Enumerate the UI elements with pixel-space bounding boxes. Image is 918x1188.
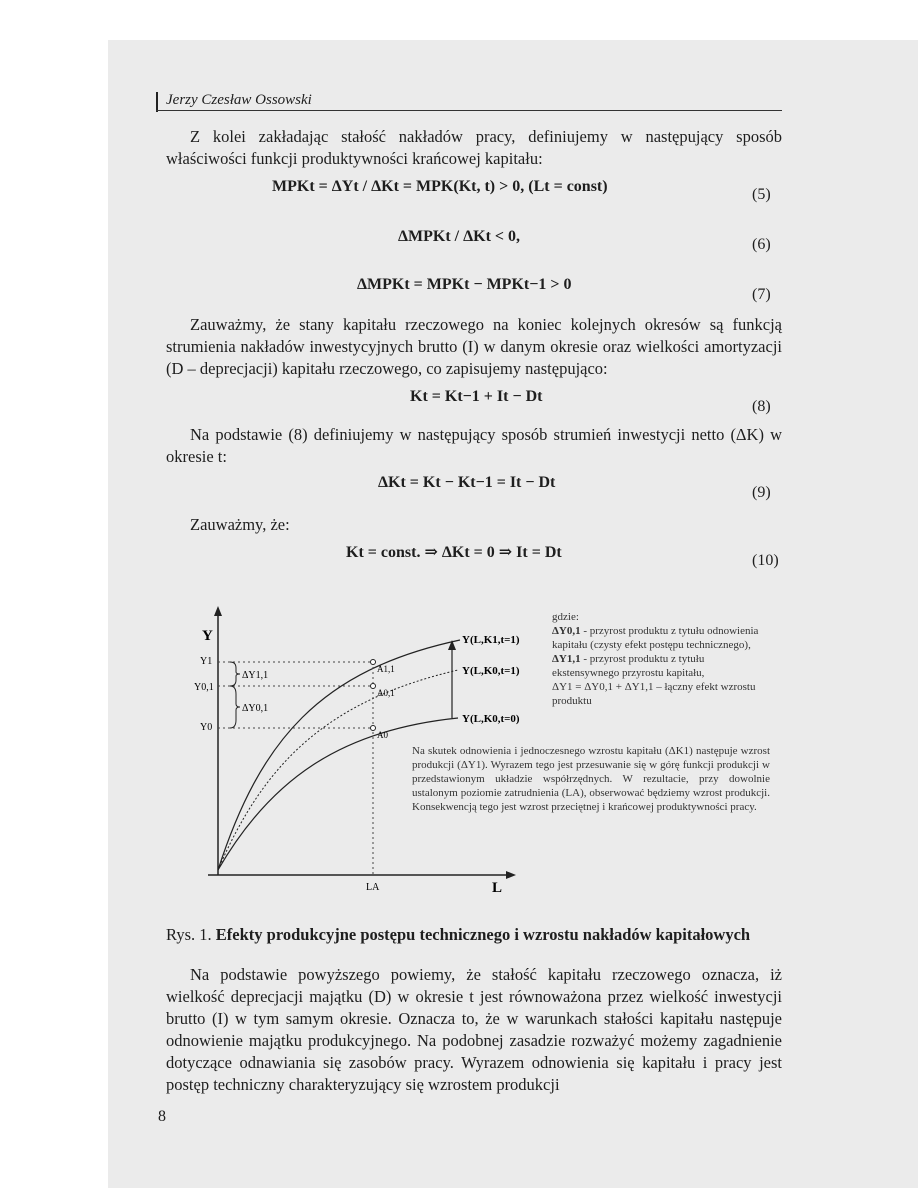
legend-item-2 — [552, 652, 762, 680]
point-label-a01: A0,1 — [377, 688, 395, 698]
y-tick-y1: Y1 — [200, 656, 213, 667]
paragraph-3: Na podstawie (8) definiujemy w następujący sposób strumień inwestycji netto (ΔK) w okresie t: — [166, 425, 782, 466]
curve-label-k0-t0: Y(L,K0,t=0) — [462, 713, 520, 725]
curve-label-k0-t1: Y(L,K0,t=1) — [462, 665, 520, 677]
point-a11 — [371, 660, 376, 665]
equation-5-number: (5) — [752, 186, 771, 203]
caption-prefix: Rys. 1. — [166, 925, 212, 944]
equation-5: MPKt = ΔYt / ΔKt = MPK(Kt, t) > 0, (Lt = const) — [272, 178, 608, 195]
equation-10-number: (10) — [752, 552, 779, 569]
point-a01 — [371, 684, 376, 689]
point-label-a0: A0 — [377, 730, 388, 740]
equation-8: Kt = Kt−1 + It − Dt — [410, 388, 543, 405]
y-axis-arrow — [214, 606, 222, 616]
point-label-a11: A1,1 — [377, 664, 395, 674]
paragraph-5: Na podstawie powyższego powiemy, że stałość kapitału rzeczowego oznacza, iż wielkość deprecjacji majątku (D) w okresie t jest równoważona przez wielkość inwestycji brutto (I) w tym samym okresie. Oznacza to, że w warunkach stałości kapitału następuje odnowienie majątku produkcyjnego. Na podobnej zasadzie rozważyć możemy zagadnienie dotyczące odnawiania się zasobów pracy. Wyrazem odnowienia się kapitału i pracy jest postęp techniczny charakteryzujący się wzrostem produkcji — [166, 965, 782, 1094]
x-axis-arrow — [506, 871, 516, 879]
legend-title: gdzie: — [552, 611, 579, 623]
legend-item-3: ΔY1 = ΔY0,1 + ΔY1,1 – łączny efekt wzrostu produktu — [552, 681, 756, 707]
point-a0 — [371, 726, 376, 731]
curve-label-k1-t1: Y(L,K1,t=1) — [462, 634, 520, 646]
brace-label-dy11: ΔY1,1 — [242, 670, 269, 681]
figure-note: Na skutek odnowienia i jednoczesnego wzrostu kapitału (ΔK1) następuje wzrost produkcji (ΔY1). Wyrazem tego jest przesuwanie się w górę funkcji produkcji w przedstawionym układzie współrzędnych. W rezultacie, przy dowolnie ustalonym poziomie zatrudnienia (LA), obserwować będziemy wzrost produkcji. Konsekwencją tego jest wzrost przeciętnej i krańcowej produktywności pracy. — [412, 745, 770, 813]
paragraph-1: Z kolei zakładając stałość nakładów pracy, definiujemy w następujący sposób właściwości funkcji produktywności krańcowej kapitału: — [166, 127, 782, 168]
brace-label-dy01: ΔY0,1 — [242, 703, 269, 714]
equation-7: ΔMPKt = MPKt − MPKt−1 > 0 — [357, 276, 572, 293]
header-author: Jerzy Czesław Ossowski — [166, 92, 312, 108]
y-tick-y0: Y0 — [200, 722, 213, 733]
equation-8-number: (8) — [752, 398, 771, 415]
equation-9: ΔKt = Kt − Kt−1 = It − Dt — [378, 474, 556, 491]
equation-6: ΔMPKt / ΔKt < 0, — [398, 228, 521, 245]
legend-item-1 — [552, 624, 762, 652]
legend-item-1-symbol: ΔY0,1 — [552, 625, 581, 637]
figure-caption — [166, 925, 750, 945]
caption-title: Efekty produkcyjne postępu technicznego i wzrostu nakładów kapitałowych — [215, 925, 751, 944]
page-number: 8 — [158, 1108, 166, 1125]
legend-item-2-symbol: ΔY1,1 — [552, 653, 581, 665]
x-tick-la: LA — [366, 882, 380, 893]
x-axis-label: L — [492, 880, 503, 896]
equation-6-number: (6) — [752, 236, 771, 253]
figure-legend — [552, 610, 762, 708]
paragraph-4: Zauważmy, że: — [190, 515, 290, 534]
header-rule — [156, 110, 782, 111]
legend-item-2-text: - przyrost produktu z tytułu ekstensywnego przyrostu kapitału, — [552, 653, 705, 679]
y-axis-label: Y — [202, 628, 213, 644]
brace-dy01 — [230, 686, 240, 728]
equation-7-number: (7) — [752, 286, 771, 303]
equation-10: Kt = const. ⇒ ΔKt = 0 ⇒ It = Dt — [346, 544, 562, 561]
y-tick-y01: Y0,1 — [194, 682, 214, 693]
equation-9-number: (9) — [752, 484, 771, 501]
paragraph-2: Zauważmy, że stany kapitału rzeczowego na koniec kolejnych okresów są funkcją strumienia nakładów inwestycyjnych brutto (I) w danym okresie oraz wielkości amortyzacji (D – deprecjacji) kapitału rzeczowego, co zapisujemy następująco: — [166, 315, 782, 378]
legend-item-1-text: - przyrost produktu z tytułu odnowienia kapitału (czysty efekt postępu technicznego), — [552, 625, 759, 651]
header-bar — [156, 92, 158, 112]
brace-dy11 — [230, 662, 240, 686]
